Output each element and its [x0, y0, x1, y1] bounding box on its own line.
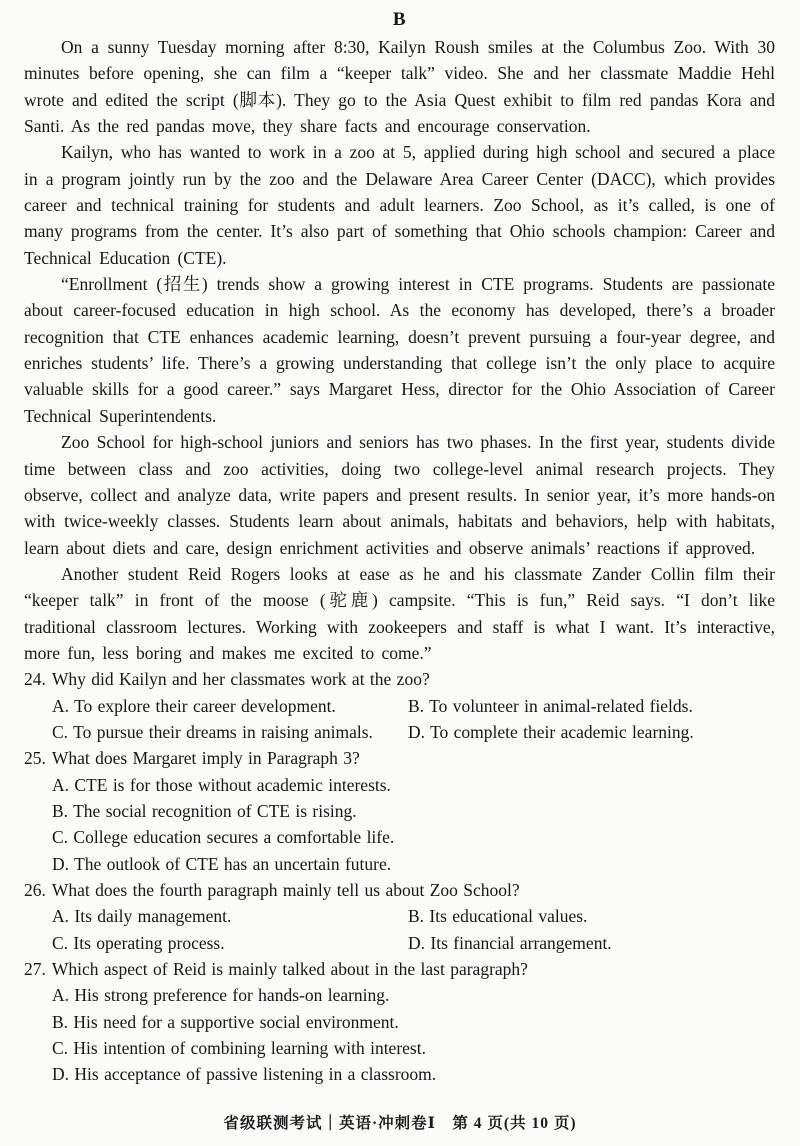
question-26-option-d: D. Its financial arrangement. [408, 932, 612, 953]
question-27-option-b: B. His need for a supportive social environment. [52, 1011, 399, 1032]
question-24-option-b: B. To volunteer in animal-related fields. [408, 695, 693, 716]
question-24-options [24, 693, 775, 746]
question-27-option-a: A. His strong preference for hands-on learning. [52, 985, 390, 1006]
question-block-26 [24, 877, 775, 956]
question-27-number: 27. [24, 959, 46, 980]
question-27 [24, 956, 775, 982]
question-25-option-a: A. CTE is for those without academic interests. [52, 774, 391, 795]
question-block-25 [24, 745, 775, 877]
question-25-number: 25. [24, 748, 46, 769]
question-block-24 [24, 666, 775, 745]
question-27-option-c: C. His intention of combining learning with interest. [52, 1038, 426, 1059]
passage-paragraph-2: Kailyn, who has wanted to work in a zoo at 5, applied during high school and secured a place in a program jointly run by the zoo and the Delaware Area Career Center (DACC), which provides career and technical training for students and adult learners. Zoo School, as it’s called, is one of many programs from the center. It’s also part of something that Ohio schools champion: Career and Technical Education (CTE). [24, 142, 775, 268]
question-24-number: 24. [24, 669, 46, 690]
question-25-option-d: D. The outlook of CTE has an uncertain future. [52, 853, 392, 874]
question-block-27 [24, 956, 775, 1088]
question-26-options [24, 903, 775, 956]
question-26-number: 26. [24, 880, 46, 900]
question-26-text: What does the fourth paragraph mainly tell us about Zoo School? [51, 880, 520, 900]
page-footer: 省级联测考试｜英语·冲刺卷Ⅰ 第 4 页(共 10 页) [223, 1115, 577, 1132]
question-27-option-d: D. His acceptance of passive listening in a classroom. [52, 1064, 437, 1085]
section-label: B [392, 9, 407, 30]
passage-paragraph-1: On a sunny Tuesday morning after 8:30, Kailyn Roush smiles at the Columbus Zoo. With 30 minutes before opening, she can film a “keeper talk” video. She and her classmate Maddie Hehl wrote and edited the script (脚本). They go to the Asia Quest exhibit to film red pandas Kora and Santi. As the red pandas move, they share facts and encourage conservation. [24, 37, 775, 137]
question-27-options [24, 982, 775, 1087]
passage-paragraph-4: Zoo School for high-school juniors and seniors has two phases. In the first year, students divide time between class and zoo activities, doing two college-level animal research projects. They observe, collect and analyze data, write papers and present results. In senior year, it’s more hands-on with twice-weekly classes. Students learn about animals, habitats and behaviors, help with habitats, learn about diets and care, design enrichment activities and observe animals’ reactions if approved. [24, 432, 775, 558]
question-26 [24, 877, 775, 903]
question-26-option-a: A. Its daily management. [52, 906, 232, 927]
question-25-options [24, 772, 775, 877]
question-26-option-c: C. Its operating process. [52, 932, 225, 953]
passage-paragraph-5: Another student Reid Rogers looks at ease as he and his classmate Zander Collin film their “keeper talk” in front of the moose (驼鹿) campsite. “This is fun,” Reid says. “I don’t like traditional classroom lectures. Working with zookeepers and staff is what I want. It’s interactive, more fun, less boring and makes me excited to come.” [24, 563, 775, 663]
question-25 [24, 745, 775, 771]
question-24 [24, 666, 775, 692]
question-24-text: Why did Kailyn and her classmates work at the zoo? [51, 669, 430, 690]
question-25-option-b: B. The social recognition of CTE is rising. [52, 800, 357, 821]
question-24-option-a: A. To explore their career development. [52, 695, 336, 716]
question-24-option-d: D. To complete their academic learning. [408, 721, 694, 742]
question-24-option-c: C. To pursue their dreams in raising animals. [52, 721, 373, 742]
question-25-option-c: C. College education secures a comfortable life. [52, 827, 395, 848]
question-25-text: What does Margaret imply in Paragraph 3? [51, 748, 360, 769]
passage-paragraph-3: “Enrollment (招生) trends show a growing interest in CTE programs. Students are passionate about career-focused education in high school. As the economy has developed, there’s a broader recognition that CTE enhances academic learning, doesn’t prevent pursuing a four-year degree, and enriches students’ life. There’s a growing understanding that college isn’t the only place to acquire valuable skills for a good career.” says Margaret Hess, director for the Ohio Association of Career Technical Superintendents. [24, 274, 775, 426]
question-27-text: Which aspect of Reid is mainly talked about in the last paragraph? [51, 959, 528, 980]
question-26-option-b: B. Its educational values. [408, 906, 588, 927]
